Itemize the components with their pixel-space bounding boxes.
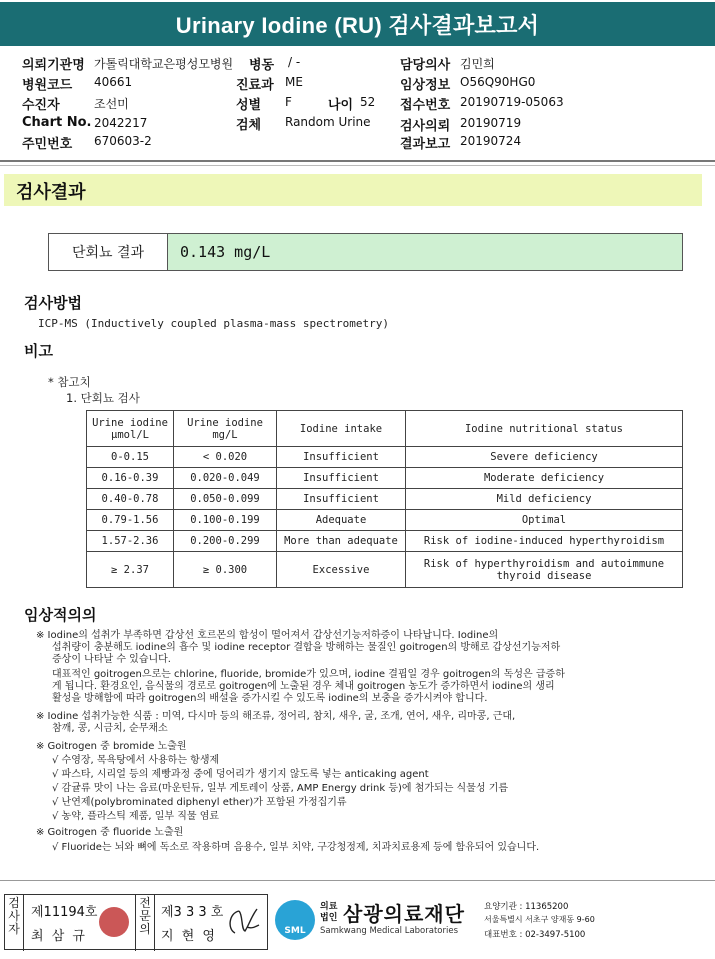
header-status: Iodine nutritional status bbox=[406, 411, 683, 447]
table-cell: 0-0.15 bbox=[87, 447, 174, 468]
sml-logo-icon: SML bbox=[275, 900, 315, 940]
table-cell: Insufficient bbox=[277, 489, 406, 510]
address: 서울특별시 서초구 양재동 9-60 bbox=[484, 915, 595, 924]
table-cell: Insufficient bbox=[277, 447, 406, 468]
sex-label: 성별 bbox=[236, 98, 262, 113]
signature-icon bbox=[223, 903, 263, 941]
table-cell: 0.40-0.78 bbox=[87, 489, 174, 510]
list-item: √ 수영장, 목욕탕에서 사용하는 항생제 bbox=[52, 755, 220, 766]
reference-table bbox=[86, 410, 683, 588]
patient-label: 수진자 bbox=[22, 98, 60, 113]
report-title: Urinary Iodine (RU) 검사결과보고서 bbox=[0, 2, 715, 46]
table-cell: Adequate bbox=[277, 510, 406, 531]
table-header-row bbox=[87, 411, 683, 447]
rrn-value: 670603-2 bbox=[94, 134, 152, 148]
table-row bbox=[87, 489, 683, 510]
ward-label: 병동 bbox=[249, 58, 275, 73]
chart-label: Chart No. bbox=[22, 115, 92, 130]
tester-number: 제11194호 bbox=[31, 905, 98, 920]
header-divider-thin bbox=[0, 165, 715, 166]
patient-value: 조선미 bbox=[94, 97, 129, 111]
tester-name: 최 삼 규 bbox=[31, 929, 87, 944]
org-prefix-1: 의료 bbox=[320, 902, 338, 912]
result-section-bar bbox=[4, 174, 702, 206]
request-value: 20190719 bbox=[460, 116, 522, 130]
table-row bbox=[87, 447, 683, 468]
note-line: 활성을 방해함에 따라 goitrogen의 배설을 증가시킬 수 있도록 iodine의 보충을 증가시켜야 합니다. bbox=[52, 693, 488, 704]
hospital-code-label: 병원코드 bbox=[22, 78, 73, 93]
care-number: 요양기관 : 11365200 bbox=[484, 902, 569, 912]
phone: 대표번호 : 02-3497-5100 bbox=[484, 930, 586, 940]
age-value: 52 bbox=[360, 95, 376, 109]
rrn-label: 주민번호 bbox=[22, 137, 73, 152]
tester-label: 검사자 bbox=[5, 895, 24, 951]
note-line: 섭취량이 충분해도 iodine의 흡수 및 iodine receptor 결합을 방해하는 물질인 goitrogen의 방해로 갑상선기능저하 bbox=[52, 642, 561, 653]
institution-value: 가톨릭대학교은평성모병원 bbox=[94, 57, 234, 71]
note-line: 대표적인 goitrogen으로는 chlorine, fluoride, bromide가 있으며, iodine 결핍일 경우 goitrogen의 독성은 급증하 bbox=[52, 669, 565, 680]
list-item: √ Fluoride는 뇌와 뼈에 독소로 작용하며 음용수, 일부 치약, 구강청정제, 치과치료용제 등에 함유되어 있습니다. bbox=[52, 842, 540, 853]
org-prefix-2: 법인 bbox=[320, 913, 338, 923]
footer-divider bbox=[0, 880, 715, 881]
header-intake: Iodine intake bbox=[277, 411, 406, 447]
org-english-name: Samkwang Medical Laboratories bbox=[320, 926, 459, 936]
result-value: 0.143 mg/L bbox=[168, 234, 682, 270]
reference-title: * 참고치 bbox=[48, 375, 91, 389]
table-cell: ≥ 0.300 bbox=[174, 552, 277, 588]
age-label: 나이 bbox=[328, 98, 354, 113]
ward-value: / - bbox=[288, 55, 301, 69]
note-line: 참깨, 콩, 시금치, 순무채소 bbox=[52, 723, 168, 734]
table-row bbox=[87, 531, 683, 552]
header-umol: Urine iodine µmol/L bbox=[87, 411, 174, 447]
header-divider bbox=[0, 160, 715, 162]
receipt-value: 20190719-05063 bbox=[460, 95, 564, 109]
table-cell: 0.020-0.049 bbox=[174, 468, 277, 489]
note-line: ※ Iodine의 섭취가 부족하면 갑상선 호르몬의 합성이 떨어져서 갑상선기능저하증이 나타납니다. Iodine의 bbox=[36, 630, 499, 641]
chart-value: 2042217 bbox=[94, 116, 148, 130]
list-item: √ 농약, 플라스틱 제품, 일부 직물 염료 bbox=[52, 811, 220, 822]
report-label: 결과보고 bbox=[400, 137, 451, 152]
table-cell: More than adequate bbox=[277, 531, 406, 552]
result-box bbox=[48, 233, 683, 271]
doctor-label: 담당의사 bbox=[400, 58, 451, 73]
table-row bbox=[87, 468, 683, 489]
clinical-info-value: O56Q90HG0 bbox=[460, 75, 536, 89]
tester-seal-icon bbox=[99, 907, 129, 937]
reference-subtitle: 1. 단회뇨 검사 bbox=[66, 391, 140, 405]
report-value: 20190724 bbox=[460, 134, 522, 148]
table-cell: Moderate deficiency bbox=[406, 468, 683, 489]
table-cell: Risk of hyperthyroidism and autoimmune thyroid disease bbox=[406, 552, 683, 588]
table-cell: Insufficient bbox=[277, 468, 406, 489]
table-cell: ≥ 2.37 bbox=[87, 552, 174, 588]
list-item: √ 감귤류 맛이 나는 음료(마운틴듀, 일부 게토레이 상품, AMP Energy drink 등)에 첨가되는 식물성 기름 bbox=[52, 783, 509, 794]
specimen-value: Random Urine bbox=[285, 115, 371, 129]
table-cell: Mild deficiency bbox=[406, 489, 683, 510]
table-cell: < 0.020 bbox=[174, 447, 277, 468]
hospital-code-value: 40661 bbox=[94, 75, 133, 89]
institution-label: 의뢰기관명 bbox=[22, 58, 85, 73]
result-label: 단회뇨 결과 bbox=[49, 234, 168, 270]
table-cell: 0.79-1.56 bbox=[87, 510, 174, 531]
table-cell: Severe deficiency bbox=[406, 447, 683, 468]
dept-value: ME bbox=[285, 75, 303, 89]
reviewer-name: 지 현 영 bbox=[161, 929, 217, 944]
method-text: ICP-MS (Inductively coupled plasma-mass spectrometry) bbox=[38, 317, 389, 330]
specimen-label: 검체 bbox=[236, 118, 262, 133]
list-item: √ 난연제(polybrominated diphenyl ether)가 포함된 가정집기류 bbox=[52, 797, 347, 808]
table-cell: 0.050-0.099 bbox=[174, 489, 277, 510]
table-cell: 0.100-0.199 bbox=[174, 510, 277, 531]
table-cell: Excessive bbox=[277, 552, 406, 588]
note-line: 증상이 나타날 수 있습니다. bbox=[52, 654, 171, 665]
org-name: 삼광의료재단 bbox=[343, 902, 465, 926]
remarks-heading: 비고 bbox=[24, 342, 53, 360]
request-label: 검사의뢰 bbox=[400, 119, 451, 134]
note-line: ※ Iodine 섭취가능한 식품 : 미역, 다시마 등의 해조류, 정어리, 참치, 새우, 굴, 조개, 연어, 새우, 리마콩, 근대, bbox=[36, 711, 516, 722]
table-cell: Optimal bbox=[406, 510, 683, 531]
receipt-label: 접수번호 bbox=[400, 98, 451, 113]
method-heading: 검사방법 bbox=[24, 294, 82, 312]
clinical-heading: 임상적의의 bbox=[24, 606, 97, 624]
dept-label: 진료과 bbox=[236, 78, 274, 93]
table-cell: 0.16-0.39 bbox=[87, 468, 174, 489]
note-line: ※ Goitrogen 중 bromide 노출원 bbox=[36, 741, 187, 752]
clinical-info-label: 임상정보 bbox=[400, 78, 451, 93]
doctor-value: 김민희 bbox=[460, 57, 495, 71]
header-mgl: Urine iodine mg/L bbox=[174, 411, 277, 447]
table-cell: 0.200-0.299 bbox=[174, 531, 277, 552]
footer bbox=[0, 884, 715, 959]
reviewer-number: 제3 3 3 호 bbox=[161, 905, 224, 920]
table-cell: 1.57-2.36 bbox=[87, 531, 174, 552]
note-line: ※ Goitrogen 중 fluoride 노출원 bbox=[36, 827, 184, 838]
table-row bbox=[87, 510, 683, 531]
note-line: 게 됩니다. 환경요인, 음식물의 경로로 goitrogen에 노출된 경우 체내 goitrogen 농도가 증가하면서 iodine의 생리 bbox=[52, 681, 555, 692]
list-item: √ 파스타, 시리얼 등의 제빵과정 중에 덩어리가 생기지 않도록 넣는 anticaking agent bbox=[52, 769, 429, 780]
table-row bbox=[87, 552, 683, 588]
table-cell: Risk of iodine-induced hyperthyroidism bbox=[406, 531, 683, 552]
reviewer-label: 전문의 bbox=[135, 895, 155, 951]
signature-box bbox=[4, 894, 268, 950]
result-section-title: 검사결과 bbox=[16, 182, 86, 203]
sex-value: F bbox=[285, 95, 292, 109]
